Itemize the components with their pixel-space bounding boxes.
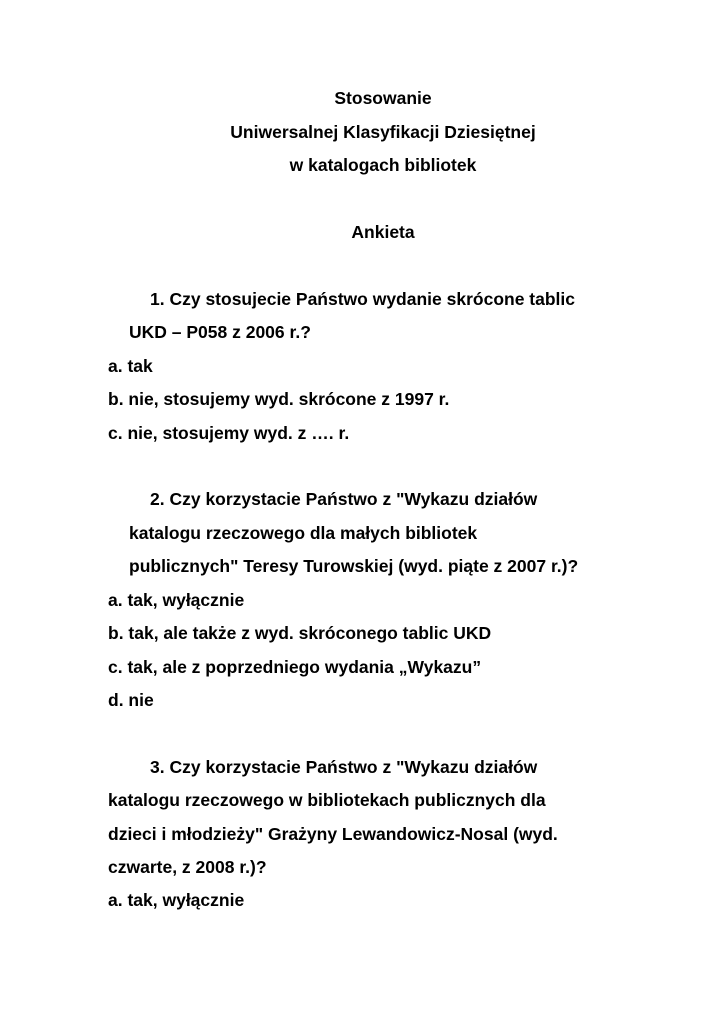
title-line-2: Uniwersalnej Klasyfikacji Dziesiętnej bbox=[230, 122, 536, 142]
question-3-option-a: a. tak, wyłącznie bbox=[108, 890, 245, 910]
question-2-line-1: 2. Czy korzystacie Państwo z "Wykazu działów bbox=[150, 489, 538, 509]
subtitle: Ankieta bbox=[351, 222, 415, 242]
title-line-1: Stosowanie bbox=[334, 88, 432, 108]
question-3-line-2: katalogu rzeczowego w bibliotekach publicznych dla bbox=[108, 790, 546, 810]
question-2-option-c: c. tak, ale z poprzedniego wydania „Wykazu” bbox=[108, 657, 482, 677]
question-1-option-a: a. tak bbox=[108, 356, 153, 376]
question-1-line-2: UKD – P058 z 2006 r.? bbox=[129, 322, 311, 342]
question-2-line-3: publicznych" Teresy Turowskiej (wyd. piąte z 2007 r.)? bbox=[129, 556, 579, 576]
question-2-line-2: katalogu rzeczowego dla małych bibliotek bbox=[129, 523, 478, 543]
question-1-option-b: b. nie, stosujemy wyd. skrócone z 1997 r. bbox=[108, 389, 450, 409]
title-line-3: w katalogach bibliotek bbox=[289, 155, 477, 175]
question-2-option-b: b. tak, ale także z wyd. skróconego tablic UKD bbox=[108, 623, 492, 643]
question-3-line-4: czwarte, z 2008 r.)? bbox=[108, 857, 267, 877]
question-1-line-1: 1. Czy stosujecie Państwo wydanie skrócone tablic bbox=[150, 289, 576, 309]
question-2-option-d: d. nie bbox=[108, 690, 154, 710]
question-1-option-c: c. nie, stosujemy wyd. z …. r. bbox=[108, 423, 350, 443]
question-2-option-a: a. tak, wyłącznie bbox=[108, 590, 245, 610]
question-3-line-3: dzieci i młodzieży" Grażyny Lewandowicz-Nosal (wyd. bbox=[108, 824, 558, 844]
question-3-line-1: 3. Czy korzystacie Państwo z "Wykazu działów bbox=[150, 757, 538, 777]
